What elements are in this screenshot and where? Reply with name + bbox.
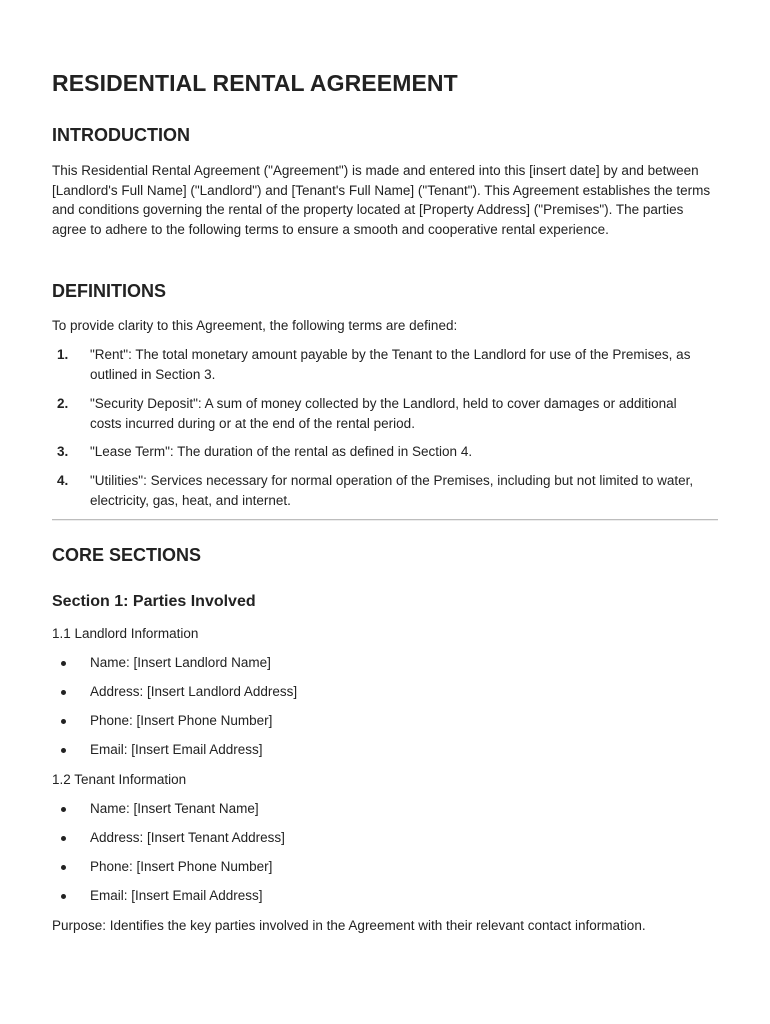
- landlord-info-label: 1.1 Landlord Information: [52, 626, 199, 641]
- definition-text: "Rent": The total monetary amount payable by the Tenant to the Landlord for use of the Premises, as outlined in Section 3.: [90, 347, 691, 382]
- definition-number: 2.: [57, 396, 69, 411]
- definition-text: "Utilities": Services necessary for normal operation of the Premises, including but not limited to water, electricity, gas, heat, and internet.: [90, 473, 694, 508]
- bullet-icon: [61, 661, 66, 666]
- bullet-icon: [61, 690, 66, 695]
- definition-item-security-deposit: [52, 394, 718, 433]
- definition-item-rent: [52, 345, 718, 384]
- tenant-info-label: 1.2 Tenant Information: [52, 772, 187, 787]
- section-divider: [52, 519, 718, 521]
- section-1-purpose: Purpose: Identifies the key parties involved in the Agreement with their relevant contact information.: [52, 918, 646, 933]
- list-item-text: Address: [Insert Landlord Address]: [90, 684, 298, 699]
- list-item-text: Email: [Insert Email Address]: [90, 888, 263, 903]
- list-item-text: Phone: [Insert Phone Number]: [90, 713, 273, 728]
- bullet-icon: [61, 894, 66, 899]
- list-item-text: Name: [Insert Landlord Name]: [90, 655, 271, 670]
- core-sections-heading: CORE SECTIONS: [52, 545, 202, 565]
- definitions-intro: To provide clarity to this Agreement, the following terms are defined:: [52, 318, 458, 333]
- landlord-email-item: [52, 740, 718, 760]
- section-1-heading: Section 1: Parties Involved: [52, 593, 256, 610]
- introduction-heading: INTRODUCTION: [52, 125, 190, 145]
- definition-number: 4.: [57, 473, 69, 488]
- bullet-icon: [61, 836, 66, 841]
- list-item-text: Phone: [Insert Phone Number]: [90, 859, 273, 874]
- list-item-text: Address: [Insert Tenant Address]: [90, 830, 285, 845]
- definition-item-utilities: [52, 471, 718, 510]
- landlord-address-item: [52, 682, 718, 702]
- tenant-address-item: [52, 828, 718, 848]
- introduction-paragraph: This Residential Rental Agreement ("Agreement") is made and entered into this [insert date] by and between [Landlord's Full Name] ("Landlord") and [Tenant's Full Name] ("Tenant"). This Agreement establishes the terms and conditions governing the rental of the property located at [Property Address] ("Premises"). The parties agree to adhere to the following terms to ensure a smooth and cooperative rental experience.: [52, 163, 711, 237]
- bullet-icon: [61, 807, 66, 812]
- landlord-name-item: [52, 653, 718, 673]
- list-item-text: Email: [Insert Email Address]: [90, 742, 263, 757]
- bullet-icon: [61, 748, 66, 753]
- tenant-phone-item: [52, 857, 718, 877]
- definitions-heading: DEFINITIONS: [52, 281, 167, 301]
- tenant-name-item: [52, 799, 718, 819]
- landlord-phone-item: [52, 711, 718, 731]
- bullet-icon: [61, 719, 66, 724]
- document-title: RESIDENTIAL RENTAL AGREEMENT: [52, 70, 458, 96]
- definition-number: 1.: [57, 347, 69, 362]
- bullet-icon: [61, 865, 66, 870]
- definition-item-lease-term: [52, 442, 718, 462]
- definition-text: "Security Deposit": A sum of money collected by the Landlord, held to cover damages or additional costs incurred during or at the end of the rental period.: [90, 396, 677, 431]
- tenant-email-item: [52, 886, 718, 906]
- definition-text: "Lease Term": The duration of the rental as defined in Section 4.: [90, 444, 473, 459]
- definition-number: 3.: [57, 444, 69, 459]
- list-item-text: Name: [Insert Tenant Name]: [90, 801, 259, 816]
